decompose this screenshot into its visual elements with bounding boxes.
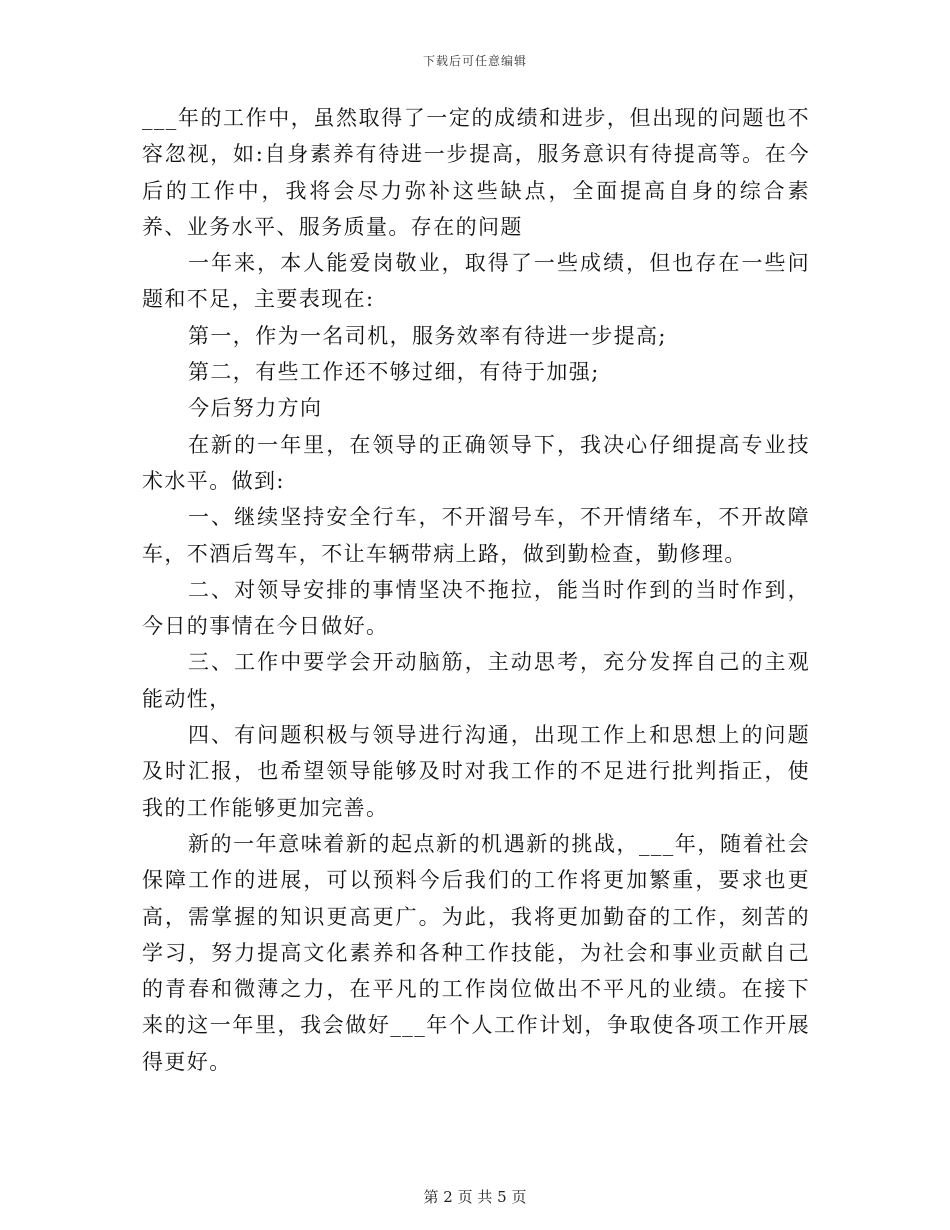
paragraph-1: ___年的工作中，虽然取得了一定的成绩和进步，但出现的问题也不容忽视，如:自身素养有待进一步提高，服务意识有待提高等。在今后的工作中，我将会尽力弥补这些缺点，全面提高自身的综合素养、业务水平、服务质量。存在的问题 bbox=[142, 106, 810, 239]
paragraph-2: 一年来，本人能爱岗敬业，取得了一些成绩，但也存在一些问题和不足，主要表现在: bbox=[142, 251, 810, 312]
section-heading: 今后努力方向 bbox=[188, 396, 323, 421]
paragraph-7: 一、继续坚持安全行车，不开溜号车，不开情绪车，不开故障车，不酒后驾车，不让车辆带病上路，做到勤检查，勤修理。 bbox=[142, 505, 810, 566]
page-header: 下载后可任意编辑 bbox=[422, 54, 527, 68]
page-footer: 第 2 页 共 5 页 bbox=[423, 1188, 527, 1206]
paragraph-8: 二、对领导安排的事情坚决不拖拉，能当时作到的当时作到，今日的事情在今日做好。 bbox=[142, 577, 810, 639]
paragraph-11: 新的一年意味着新的起点新的机遇新的挑战，___年，随着社会保障工作的进展，可以预料今后我们的工作将更加繁重，要求也更高，需掌握的知识更高更广。为此，我将更加勤奋的工作，刻苦的学习，努力提高文化素养和各种工作技能，为社会和事业贡献自己的青春和微薄之力，在平凡的工作岗位做出不平凡的业绩。在接下来的这一年里，我会做好___年个人工作计划，争取使各项工作开展得更好。 bbox=[142, 831, 810, 1074]
paragraph-9: 三、工作中要学会开动脑筋，主动思考，充分发挥自己的主观能动性， bbox=[142, 650, 810, 711]
paragraph-6: 在新的一年里，在领导的正确领导下，我决心仔细提高专业技术水平。做到: bbox=[142, 432, 810, 493]
document-body bbox=[142, 100, 810, 1080]
paragraph-10: 四、有问题积极与领导进行沟通，出现工作上和思想上的问题及时汇报，也希望领导能够及时对我工作的不足进行批判指正，使我的工作能够更加完善。 bbox=[142, 723, 810, 820]
paragraph-4: 第二，有些工作还不够过细，有待于加强; bbox=[188, 360, 600, 385]
paragraph-3: 第一，作为一名司机，服务效率有待进一步提高; bbox=[188, 323, 667, 348]
